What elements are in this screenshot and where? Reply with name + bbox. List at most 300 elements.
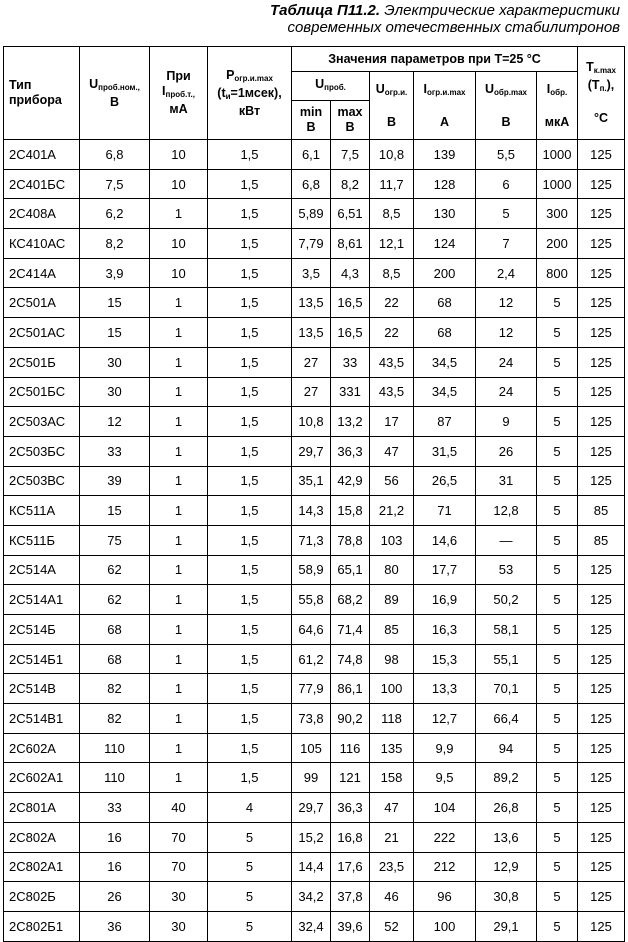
- cell-p-max: 1,5: [208, 347, 292, 377]
- cell-u-obr: 5: [476, 199, 537, 229]
- cell-u-max: 16,5: [331, 288, 370, 318]
- cell-type: 2С503ВС: [4, 466, 80, 496]
- cell-p-max: 1,5: [208, 258, 292, 288]
- cell-u-nom: 75: [80, 525, 150, 555]
- cell-u-max: 13,2: [331, 407, 370, 437]
- cell-i-obr: 5: [537, 436, 578, 466]
- cell-i-test: 1: [150, 555, 208, 585]
- cell-t-max: 85: [578, 496, 625, 526]
- cell-i-ogr: 139: [414, 140, 476, 170]
- table-row: [4, 822, 625, 852]
- cell-u-nom: 62: [80, 555, 150, 585]
- cell-u-obr: 12: [476, 318, 537, 348]
- cell-u-max: 78,8: [331, 525, 370, 555]
- cell-t-max: 125: [578, 852, 625, 882]
- cell-i-obr: 5: [537, 288, 578, 318]
- cell-i-ogr: 14,6: [414, 525, 476, 555]
- cell-i-ogr: 9,5: [414, 763, 476, 793]
- cell-u-nom: 6,8: [80, 140, 150, 170]
- caption-line2: современных отечественных стабилитронов: [287, 19, 620, 36]
- cell-i-obr: 5: [537, 733, 578, 763]
- cell-type: 2С401А: [4, 140, 80, 170]
- cell-t-max: 125: [578, 733, 625, 763]
- cell-p-max: 5: [208, 882, 292, 912]
- cell-u-obr: 30,8: [476, 882, 537, 912]
- cell-i-ogr: 9,9: [414, 733, 476, 763]
- stabilitron-table: [3, 46, 625, 942]
- cell-u-max: 15,8: [331, 496, 370, 526]
- cell-i-ogr: 71: [414, 496, 476, 526]
- cell-type: 2С802Б: [4, 882, 80, 912]
- cell-i-obr: 5: [537, 496, 578, 526]
- cell-i-obr: 5: [537, 793, 578, 823]
- cell-u-obr: 12,8: [476, 496, 537, 526]
- cell-u-min: 55,8: [292, 585, 331, 615]
- cell-p-max: 1,5: [208, 704, 292, 734]
- cell-i-obr: 300: [537, 199, 578, 229]
- cell-type: 2С801А: [4, 793, 80, 823]
- cell-u-ogr: 17: [370, 407, 414, 437]
- cell-u-max: 8,2: [331, 169, 370, 199]
- cell-i-obr: 5: [537, 466, 578, 496]
- cell-u-max: 121: [331, 763, 370, 793]
- cell-i-test: 1: [150, 644, 208, 674]
- cell-u-min: 64,6: [292, 615, 331, 645]
- cell-i-test: 1: [150, 615, 208, 645]
- cell-i-ogr: 200: [414, 258, 476, 288]
- cell-u-nom: 7,5: [80, 169, 150, 199]
- cell-u-obr: 26,8: [476, 793, 537, 823]
- cell-u-ogr: 22: [370, 318, 414, 348]
- cell-p-max: 1,5: [208, 674, 292, 704]
- cell-t-max: 125: [578, 347, 625, 377]
- cell-t-max: 125: [578, 318, 625, 348]
- cell-u-obr: 53: [476, 555, 537, 585]
- cell-u-obr: 70,1: [476, 674, 537, 704]
- cell-type: 2С514Б1: [4, 644, 80, 674]
- cell-i-ogr: 128: [414, 169, 476, 199]
- cell-i-obr: 5: [537, 525, 578, 555]
- cell-i-test: 10: [150, 169, 208, 199]
- cell-u-nom: 26: [80, 882, 150, 912]
- cell-u-nom: 36: [80, 911, 150, 941]
- cell-p-max: 1,5: [208, 733, 292, 763]
- cell-u-nom: 68: [80, 644, 150, 674]
- cell-type: 2С401БС: [4, 169, 80, 199]
- cell-u-ogr: 21,2: [370, 496, 414, 526]
- cell-u-nom: 30: [80, 347, 150, 377]
- cell-u-obr: —: [476, 525, 537, 555]
- cell-i-obr: 5: [537, 407, 578, 437]
- cell-u-min: 105: [292, 733, 331, 763]
- table-row: [4, 288, 625, 318]
- cell-u-nom: 110: [80, 763, 150, 793]
- cell-t-max: 125: [578, 615, 625, 645]
- cell-i-test: 1: [150, 288, 208, 318]
- table-row: [4, 585, 625, 615]
- cell-i-obr: 5: [537, 555, 578, 585]
- table-row: [4, 555, 625, 585]
- cell-u-min: 14,3: [292, 496, 331, 526]
- table-row: [4, 525, 625, 555]
- cell-u-min: 13,5: [292, 288, 331, 318]
- cell-p-max: 1,5: [208, 555, 292, 585]
- cell-u-min: 29,7: [292, 436, 331, 466]
- header-i-ogr: $I_{огр.и.max}$ А: [414, 72, 476, 140]
- cell-i-obr: 5: [537, 704, 578, 734]
- table-row: [4, 793, 625, 823]
- cell-i-obr: 5: [537, 852, 578, 882]
- cell-u-nom: 12: [80, 407, 150, 437]
- cell-type: 2С802Б1: [4, 911, 80, 941]
- cell-u-ogr: 8,5: [370, 199, 414, 229]
- cell-u-max: 37,8: [331, 882, 370, 912]
- cell-p-max: 1,5: [208, 318, 292, 348]
- cell-u-ogr: 52: [370, 911, 414, 941]
- table-row: [4, 466, 625, 496]
- cell-u-min: 15,2: [292, 822, 331, 852]
- cell-i-test: 1: [150, 347, 208, 377]
- cell-i-ogr: 12,7: [414, 704, 476, 734]
- cell-u-ogr: 89: [370, 585, 414, 615]
- cell-i-test: 10: [150, 229, 208, 259]
- cell-u-ogr: 8,5: [370, 258, 414, 288]
- cell-p-max: 1,5: [208, 288, 292, 318]
- cell-type: 2С503БС: [4, 436, 80, 466]
- cell-i-ogr: 87: [414, 407, 476, 437]
- header-i-obr: $I_{обр.}$ мкА: [537, 72, 578, 140]
- cell-i-obr: 5: [537, 763, 578, 793]
- table-row: [4, 763, 625, 793]
- cell-u-nom: 82: [80, 674, 150, 704]
- cell-type: 2С501А: [4, 288, 80, 318]
- cell-i-test: 10: [150, 258, 208, 288]
- cell-i-obr: 5: [537, 377, 578, 407]
- cell-i-ogr: 26,5: [414, 466, 476, 496]
- cell-i-ogr: 13,3: [414, 674, 476, 704]
- cell-u-obr: 89,2: [476, 763, 537, 793]
- cell-t-max: 125: [578, 199, 625, 229]
- cell-u-nom: 68: [80, 615, 150, 645]
- cell-p-max: 1,5: [208, 436, 292, 466]
- header-u-ogr: $U_{огр.и.}$ В: [370, 72, 414, 140]
- cell-u-obr: 24: [476, 377, 537, 407]
- cell-p-max: 1,5: [208, 644, 292, 674]
- cell-type: 2С414А: [4, 258, 80, 288]
- cell-u-min: 58,9: [292, 555, 331, 585]
- cell-u-obr: 29,1: [476, 911, 537, 941]
- cell-i-test: 1: [150, 466, 208, 496]
- cell-i-ogr: 212: [414, 852, 476, 882]
- cell-t-max: 125: [578, 793, 625, 823]
- cell-i-test: 1: [150, 704, 208, 734]
- cell-u-ogr: 158: [370, 763, 414, 793]
- cell-u-nom: 33: [80, 436, 150, 466]
- cell-u-min: 5,89: [292, 199, 331, 229]
- cell-u-max: 90,2: [331, 704, 370, 734]
- cell-type: КС511А: [4, 496, 80, 526]
- cell-i-obr: 5: [537, 674, 578, 704]
- cell-type: 2С802А1: [4, 852, 80, 882]
- cell-i-obr: 5: [537, 585, 578, 615]
- cell-u-max: 17,6: [331, 852, 370, 882]
- header-i-test: При $I_{проб.т.,}$ мА: [150, 47, 208, 140]
- table-row: [4, 258, 625, 288]
- cell-i-test: 1: [150, 496, 208, 526]
- cell-type: 2С602А: [4, 733, 80, 763]
- cell-t-max: 125: [578, 911, 625, 941]
- cell-u-nom: 30: [80, 377, 150, 407]
- cell-p-max: 5: [208, 911, 292, 941]
- cell-type: 2С602А1: [4, 763, 80, 793]
- cell-p-max: 1,5: [208, 140, 292, 170]
- cell-u-nom: 8,2: [80, 229, 150, 259]
- cell-type: 2С514А1: [4, 585, 80, 615]
- cell-type: 2С501БС: [4, 377, 80, 407]
- cell-u-max: 74,8: [331, 644, 370, 674]
- cell-i-test: 30: [150, 882, 208, 912]
- cell-u-obr: 5,5: [476, 140, 537, 170]
- cell-type: 2С514А: [4, 555, 80, 585]
- table-row: [4, 377, 625, 407]
- cell-t-max: 125: [578, 674, 625, 704]
- cell-u-max: 8,61: [331, 229, 370, 259]
- header-u-min: min В: [292, 101, 331, 140]
- cell-u-nom: 62: [80, 585, 150, 615]
- cell-u-ogr: 135: [370, 733, 414, 763]
- cell-u-obr: 50,2: [476, 585, 537, 615]
- cell-u-max: 68,2: [331, 585, 370, 615]
- cell-i-obr: 5: [537, 615, 578, 645]
- cell-p-max: 5: [208, 852, 292, 882]
- cell-u-max: 86,1: [331, 674, 370, 704]
- cell-u-min: 6,1: [292, 140, 331, 170]
- cell-i-test: 1: [150, 199, 208, 229]
- cell-p-max: 1,5: [208, 466, 292, 496]
- cell-type: 2С514В: [4, 674, 80, 704]
- cell-t-max: 125: [578, 585, 625, 615]
- cell-t-max: 125: [578, 140, 625, 170]
- cell-u-ogr: 10,8: [370, 140, 414, 170]
- cell-u-max: 36,3: [331, 436, 370, 466]
- cell-u-ogr: 43,5: [370, 377, 414, 407]
- cell-u-obr: 2,4: [476, 258, 537, 288]
- cell-t-max: 125: [578, 882, 625, 912]
- cell-u-min: 35,1: [292, 466, 331, 496]
- cell-u-ogr: 80: [370, 555, 414, 585]
- cell-t-max: 125: [578, 169, 625, 199]
- cell-u-max: 4,3: [331, 258, 370, 288]
- cell-i-obr: 5: [537, 822, 578, 852]
- cell-i-ogr: 15,3: [414, 644, 476, 674]
- cell-u-ogr: 98: [370, 644, 414, 674]
- cell-t-max: 125: [578, 704, 625, 734]
- cell-u-ogr: 85: [370, 615, 414, 645]
- cell-i-ogr: 130: [414, 199, 476, 229]
- cell-i-obr: 5: [537, 318, 578, 348]
- cell-t-max: 125: [578, 258, 625, 288]
- header-u-obr: $U_{обр.max}$ В: [476, 72, 537, 140]
- cell-u-min: 27: [292, 347, 331, 377]
- cell-u-nom: 110: [80, 733, 150, 763]
- cell-u-max: 16,8: [331, 822, 370, 852]
- cell-type: 2С514Б: [4, 615, 80, 645]
- cell-u-min: 3,5: [292, 258, 331, 288]
- cell-u-ogr: 47: [370, 436, 414, 466]
- cell-i-test: 1: [150, 585, 208, 615]
- cell-p-max: 1,5: [208, 525, 292, 555]
- cell-i-obr: 5: [537, 882, 578, 912]
- table-row: [4, 644, 625, 674]
- cell-u-ogr: 103: [370, 525, 414, 555]
- cell-type: 2С514В1: [4, 704, 80, 734]
- cell-u-obr: 9: [476, 407, 537, 437]
- cell-t-max: 125: [578, 288, 625, 318]
- table-row: [4, 733, 625, 763]
- cell-type: КС410АС: [4, 229, 80, 259]
- cell-i-test: 1: [150, 525, 208, 555]
- cell-i-ogr: 34,5: [414, 347, 476, 377]
- cell-t-max: 125: [578, 466, 625, 496]
- cell-i-ogr: 17,7: [414, 555, 476, 585]
- cell-i-obr: 800: [537, 258, 578, 288]
- cell-p-max: 1,5: [208, 407, 292, 437]
- cell-u-min: 77,9: [292, 674, 331, 704]
- cell-u-ogr: 47: [370, 793, 414, 823]
- cell-i-ogr: 222: [414, 822, 476, 852]
- cell-u-min: 32,4: [292, 911, 331, 941]
- cell-p-max: 1,5: [208, 229, 292, 259]
- cell-i-test: 1: [150, 763, 208, 793]
- header-p-max: $P_{огр.и.max}$ $(t_и=1мсек)$, кВт: [208, 47, 292, 140]
- cell-u-obr: 55,1: [476, 644, 537, 674]
- cell-i-test: 1: [150, 377, 208, 407]
- cell-i-ogr: 100: [414, 911, 476, 941]
- cell-i-test: 1: [150, 436, 208, 466]
- cell-u-min: 10,8: [292, 407, 331, 437]
- table-body: [4, 140, 625, 942]
- cell-i-test: 30: [150, 911, 208, 941]
- cell-u-ogr: 21: [370, 822, 414, 852]
- cell-u-ogr: 43,5: [370, 347, 414, 377]
- cell-type: 2С408А: [4, 199, 80, 229]
- cell-u-min: 29,7: [292, 793, 331, 823]
- cell-u-ogr: 118: [370, 704, 414, 734]
- cell-u-max: 65,1: [331, 555, 370, 585]
- cell-u-max: 116: [331, 733, 370, 763]
- table-row: [4, 199, 625, 229]
- cell-u-nom: 82: [80, 704, 150, 734]
- table-row: [4, 318, 625, 348]
- cell-i-obr: 5: [537, 347, 578, 377]
- cell-u-nom: 15: [80, 318, 150, 348]
- cell-u-ogr: 12,1: [370, 229, 414, 259]
- table-row: [4, 140, 625, 170]
- cell-u-ogr: 100: [370, 674, 414, 704]
- cell-i-test: 40: [150, 793, 208, 823]
- cell-u-max: 331: [331, 377, 370, 407]
- table-row: [4, 229, 625, 259]
- cell-u-min: 34,2: [292, 882, 331, 912]
- cell-u-min: 61,2: [292, 644, 331, 674]
- table-row: [4, 704, 625, 734]
- table-row: [4, 436, 625, 466]
- table-row: [4, 852, 625, 882]
- cell-u-max: 36,3: [331, 793, 370, 823]
- header-type: Тип прибора: [4, 47, 80, 140]
- table-row: [4, 347, 625, 377]
- cell-i-ogr: 96: [414, 882, 476, 912]
- cell-u-nom: 16: [80, 822, 150, 852]
- cell-u-nom: 15: [80, 288, 150, 318]
- header-u-nom: $U_{проб.ном.,}$ В: [80, 47, 150, 140]
- cell-type: 2С501АС: [4, 318, 80, 348]
- header-u-max: max В: [331, 101, 370, 140]
- cell-u-nom: 3,9: [80, 258, 150, 288]
- cell-i-obr: 5: [537, 644, 578, 674]
- cell-u-ogr: 56: [370, 466, 414, 496]
- cell-u-obr: 13,6: [476, 822, 537, 852]
- cell-u-obr: 12: [476, 288, 537, 318]
- cell-u-min: 27: [292, 377, 331, 407]
- cell-u-obr: 7: [476, 229, 537, 259]
- cell-t-max: 125: [578, 436, 625, 466]
- cell-p-max: 1,5: [208, 585, 292, 615]
- table-caption: [60, 2, 620, 36]
- cell-u-max: 6,51: [331, 199, 370, 229]
- table-row: [4, 882, 625, 912]
- cell-u-obr: 12,9: [476, 852, 537, 882]
- cell-u-ogr: 46: [370, 882, 414, 912]
- cell-t-max: 125: [578, 763, 625, 793]
- cell-type: КС511Б: [4, 525, 80, 555]
- cell-i-obr: 1000: [537, 140, 578, 170]
- cell-u-min: 13,5: [292, 318, 331, 348]
- cell-p-max: 1,5: [208, 169, 292, 199]
- cell-i-ogr: 68: [414, 288, 476, 318]
- cell-p-max: 1,5: [208, 763, 292, 793]
- cell-p-max: 1,5: [208, 496, 292, 526]
- cell-i-test: 1: [150, 318, 208, 348]
- cell-u-min: 7,79: [292, 229, 331, 259]
- header-u-prob: $U_{проб.}$: [292, 72, 370, 101]
- cell-u-min: 73,8: [292, 704, 331, 734]
- cell-u-min: 71,3: [292, 525, 331, 555]
- caption-line1: Электрические характеристики: [384, 2, 620, 19]
- caption-number: Таблица П11.2.: [269, 2, 381, 19]
- cell-u-min: 14,4: [292, 852, 331, 882]
- cell-u-nom: 33: [80, 793, 150, 823]
- cell-p-max: 1,5: [208, 377, 292, 407]
- cell-i-test: 10: [150, 140, 208, 170]
- header-t-max: $T_{к.max}$ $(T_{п.})$, °С: [578, 47, 625, 140]
- cell-u-ogr: 23,5: [370, 852, 414, 882]
- cell-u-max: 42,9: [331, 466, 370, 496]
- cell-i-obr: 200: [537, 229, 578, 259]
- cell-type: 2С503АС: [4, 407, 80, 437]
- cell-u-obr: 26: [476, 436, 537, 466]
- cell-i-ogr: 68: [414, 318, 476, 348]
- table-row: [4, 615, 625, 645]
- cell-p-max: 4: [208, 793, 292, 823]
- cell-u-max: 7,5: [331, 140, 370, 170]
- cell-t-max: 85: [578, 525, 625, 555]
- cell-type: 2С501Б: [4, 347, 80, 377]
- cell-u-nom: 16: [80, 852, 150, 882]
- cell-t-max: 125: [578, 407, 625, 437]
- cell-u-obr: 94: [476, 733, 537, 763]
- cell-t-max: 125: [578, 377, 625, 407]
